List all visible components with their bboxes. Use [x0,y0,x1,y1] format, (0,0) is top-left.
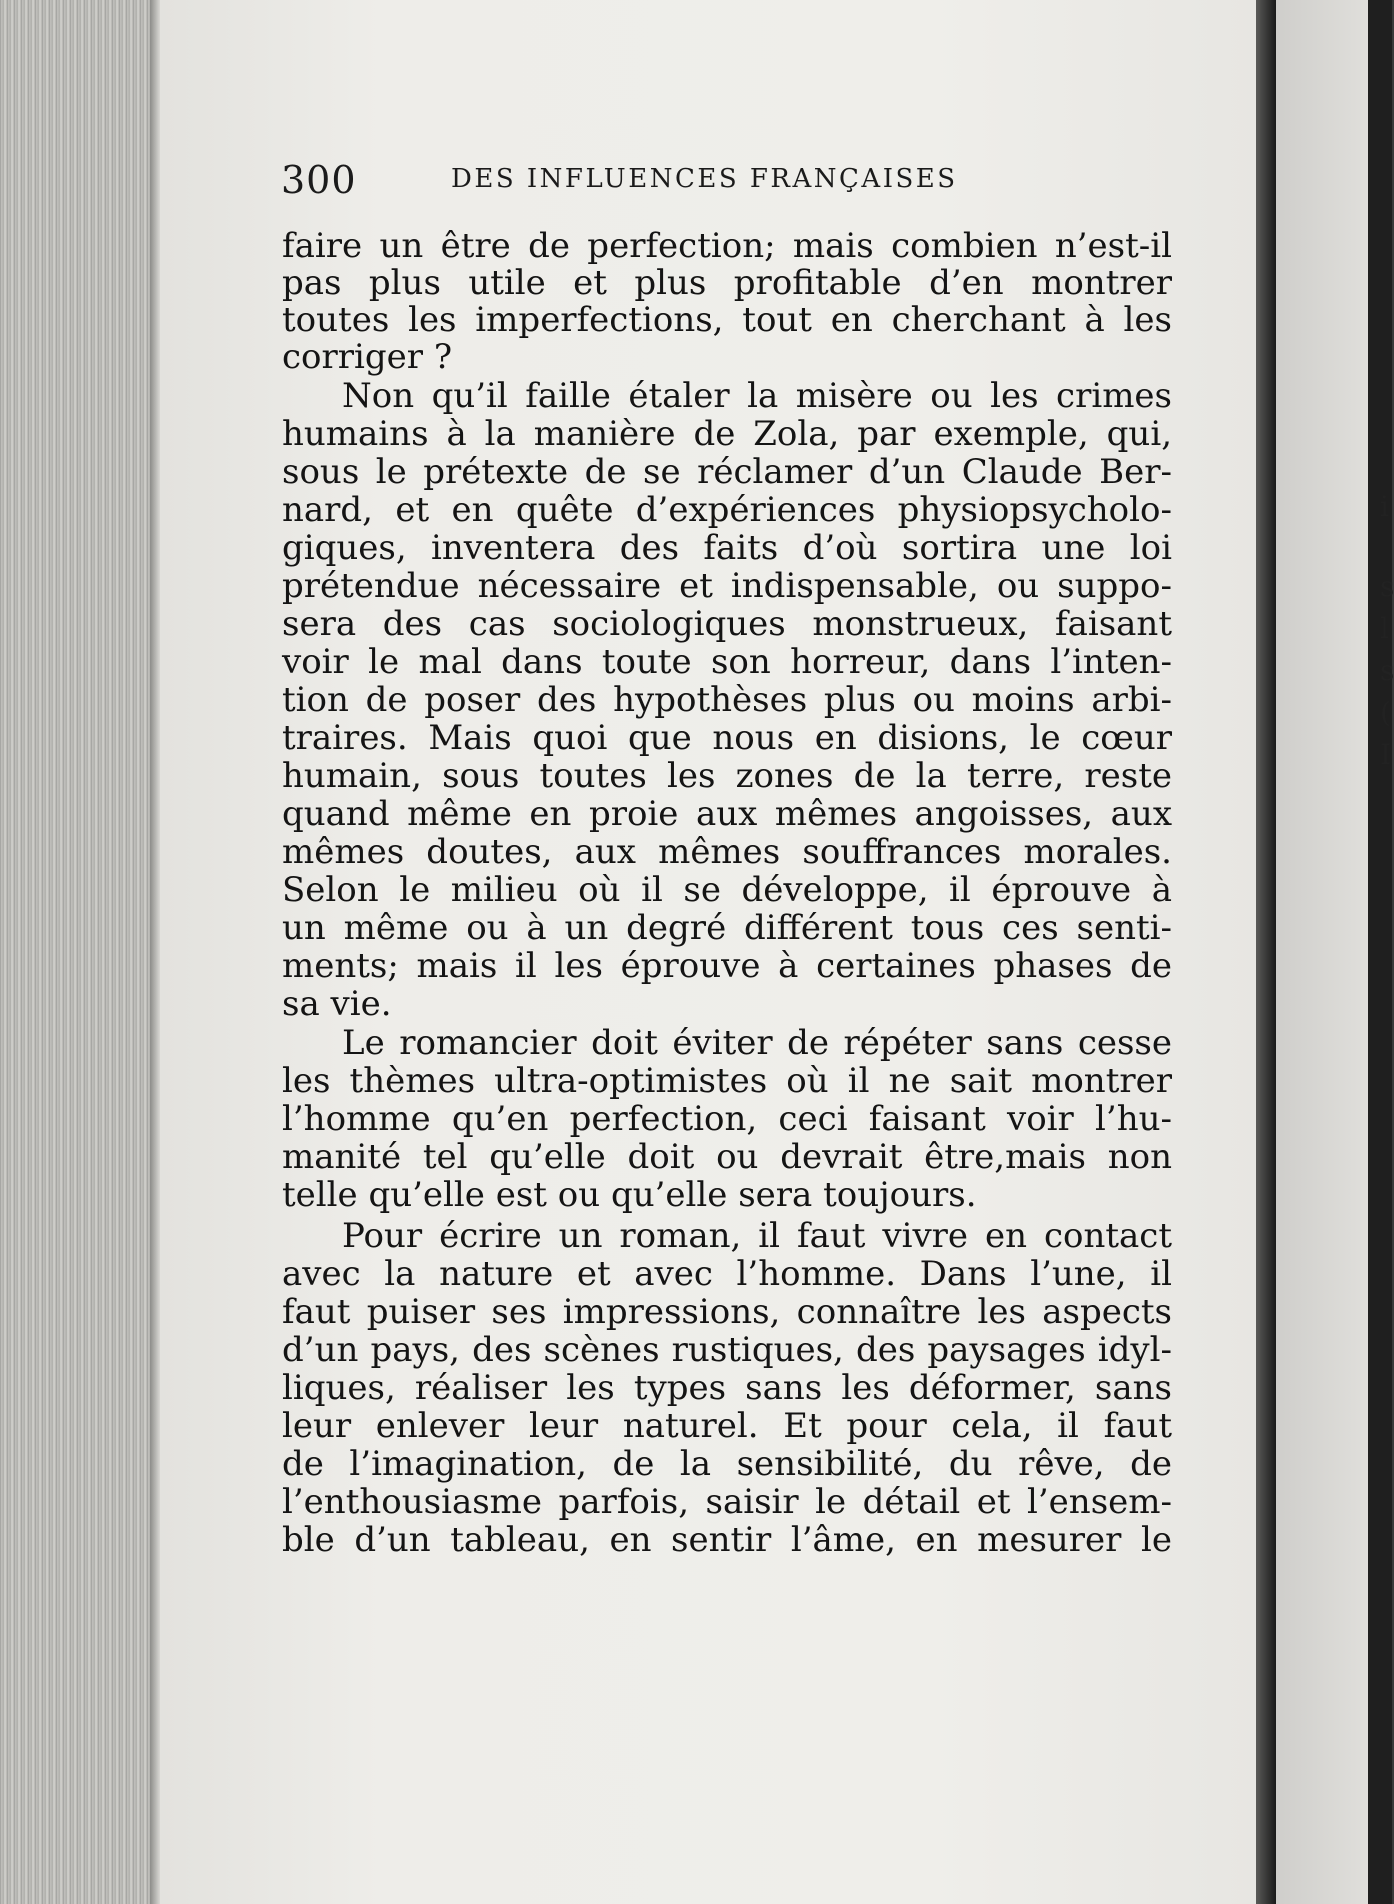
text-line: ments; mais il les éprouve à certaines phases de [282,946,1172,986]
adjacent-page-fragment: I [1380,738,1392,771]
text-line: l’enthousiasme parfois, saisir le détail et l’ensem- [282,1482,1172,1522]
text-line: avec la nature et avec l’homme. Dans l’une, il [282,1254,1172,1294]
adjacent-page-fragment: l [1380,612,1389,645]
text-line: sous le prétexte de se réclamer d’un Claude Ber- [282,452,1172,492]
text-line: leur enlever leur naturel. Et pour cela, il faut [282,1406,1172,1446]
adjacent-page-fragment: s [1380,654,1394,687]
text-line: sa vie. [282,984,392,1024]
text-line: les thèmes ultra-optimistes où il ne sait montrer [282,1061,1172,1101]
text-line: sera des cas sociologiques monstrueux, faisant [282,604,1172,644]
text-line: prétendue nécessaire et indispensable, ou suppo- [282,566,1172,606]
text-line: d’un pays, des scènes rustiques, des paysages idyl- [282,1330,1172,1370]
text-line: Selon le milieu où il se développe, il éprouve à [282,870,1172,910]
book-gutter [1256,0,1276,1904]
text-line: humain, sous toutes les zones de la terre, reste [282,756,1172,796]
adjacent-page-fragment: i [1380,490,1389,523]
text-line: tion de poser des hypothèses plus ou moins arbi- [282,680,1172,720]
text-line: ble d’un tableau, en sentir l’âme, en mesurer le [282,1520,1172,1560]
paragraph-start-line: Pour écrire un roman, il faut vivre en contact [342,1216,1172,1256]
text-line: faire un être de perfection; mais combien n’est-il [282,226,1172,266]
text-line: l’homme qu’en perfection, ceci faisant voir l’hu- [282,1099,1172,1139]
text-line: voir le mal dans toute son horreur, dans l’inten- [282,642,1172,682]
text-line: un même ou à un degré différent tous ces senti- [282,908,1172,948]
text-line: mêmes doutes, aux mêmes souffrances morales. [282,832,1172,872]
running-title: DES INFLUENCES FRANÇAISES [451,164,958,194]
text-line: manité tel qu’elle doit ou devrait être,mais non [282,1137,1172,1177]
text-line: telle qu’elle est ou qu’elle sera toujours. [282,1175,977,1215]
paragraph-start-line: Non qu’il faille étaler la misère ou les crimes [342,376,1172,416]
text-line: quand même en proie aux mêmes angoisses, aux [282,794,1172,834]
text-line: humains à la manière de Zola, par exemple, qui, [282,414,1172,454]
paragraph-start-line: Le romancier doit éviter de répéter sans cesse [342,1023,1172,1063]
adjacent-page-fragment: s [1380,570,1394,603]
adjacent-page-fragment: ( [1380,696,1391,729]
text-line: traires. Mais quoi que nous en disions, le cœur [282,718,1172,758]
text-line: nard, et en quête d’expériences physiopsycholo- [282,490,1172,530]
text-line: giques, inventera des faits d’où sortira une loi [282,528,1172,568]
text-line: liques, réaliser les types sans les déformer, sans [282,1368,1172,1408]
text-line: pas plus utile et plus profitable d’en montrer [282,263,1172,303]
text-line: de l’imagination, de la sensibilité, du rêve, de [282,1444,1172,1484]
page-stack-edge [0,0,150,1904]
page-number: 300 [281,158,357,202]
text-line: corriger ? [282,337,453,377]
page-stack-shadow [150,0,160,1904]
adjacent-page-edge [1368,0,1392,1904]
text-line: faut puiser ses impressions, connaître les aspects [282,1292,1172,1332]
text-line: toutes les imperfections, tout en cherchant à les [282,300,1172,340]
